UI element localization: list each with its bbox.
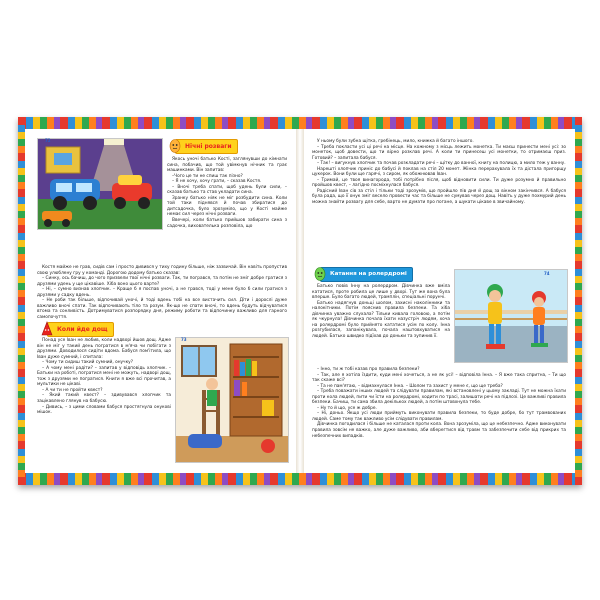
paragraph: – Синку, ось бачиш, до чого призвели твої нічні розваги. Так, ти погрався, та потім не зміг добре гратися з друзями удень у ще цікавіше. Хіба воно цього варте? — [37, 276, 287, 287]
paragraph: Зранку батько ніяк не міг розбудити сина. Коли той таки піднявся й почав збиратися до дитсадочка, було зрозуміло, що у Кості майже немає сил через нічні розваги. — [167, 195, 287, 218]
story-heading-night-games — [175, 139, 238, 154]
story2-column-text — [37, 338, 171, 416]
paragraph: Дівчинка погодилася і більше не каталася проти кола. Вона зрозуміла, що це небезпечно. Адже виконувати правила зовсім не важко, але дуже важливо, аби вберегтися від травм та забезпечити себе від прикрих та небезпечних випадків. — [312, 422, 566, 439]
decorative-border-left — [18, 117, 25, 485]
paragraph: – Чому ти сидиш такий сумний, онучку? — [42, 360, 134, 366]
picture-number: 73 — [181, 337, 187, 342]
paragraph: – Вночі треба спати, щоб удень були сили, – сказав батько та став укладати сина. — [167, 184, 287, 196]
story1-column-text — [167, 157, 287, 229]
picture-roller-rink — [454, 269, 568, 363]
paragraph: – Треба поважати інших людей та слідувати правилам, які встановлені у цьому закладі. Тут не можна їхати проти кола людей, пити чи їсти на ролердромі, ходити по трасі, залишати речі на підлозі. Це важливі правила безпеки. Бачиш, ти сама збила декількох людей, а потім штовхнула тебе. — [312, 389, 566, 406]
decorative-border-right — [575, 117, 582, 485]
story-heading-text: Нічні розваги — [185, 143, 232, 150]
paragraph: Костя майже не грав, сидів сам і просто дивився у тиху годину більше, ніж зазвичай. Він навіть пропустив свою улюблену гру у команді. Дорогою додому батько сказав: — [37, 265, 287, 276]
paragraph: – А чому мені радіти? – запитав у відповідь хлопчик. – Батьки на роботі, погратися мені не можуть, надворі дощ, тож з друзями не погратися. Книги я вже всі прочитав, а мультики не цікаві. — [37, 365, 171, 388]
paragraph: Нарешті хлопчик приніс до бабусі й поклав на стіл 20 монет. Жінка перерахувала їх та дістала пригорщу цукерок. Вони були ще гарячі, з сиром, як обожнював Іван. — [312, 166, 566, 178]
story-heading-rain — [47, 322, 114, 337]
picture-number: 72 — [45, 138, 51, 143]
paragraph: – Треба покласти усі ці речі на місце. На кожному з місць лежить монетка. Ти маєш принести мені усі: зо монеток, щоб довести, що ти вірно розклав речі. А коли ти принесеш усі монетки, то отримаєш приз. Готовий? – запитала бабуся. — [312, 144, 566, 161]
right-page — [304, 129, 575, 473]
paragraph: – Ні, – сумно визнав хлопчик. – Краще б я поспав уночі, а не грався, тоді у мене було б сили гратися з друзями у садку вдень. — [37, 287, 287, 298]
roller-rink-illustration — [455, 270, 567, 362]
paragraph: У ньому були зубна щітка, гребінець, мило, книжка й багато іншого. — [317, 139, 474, 144]
character-icon — [314, 266, 326, 281]
paragraph: – Так! – вигукнув хлопчик та почав розкладати речі – щітку до ванної, книгу на полицю, а мило теж у ванну. — [317, 161, 566, 167]
night-games-illustration — [38, 139, 162, 229]
story-heading-text: Коли йде дощ — [57, 326, 108, 333]
paragraph: – Який такий квест? – здивувався хлопчик та зацікавлено глянув на бабусю. — [37, 393, 171, 405]
paragraph: – Ну то й що, усе ж добре. — [317, 405, 377, 411]
book-spread — [18, 117, 582, 485]
character-icon — [169, 138, 181, 153]
paragraph: Батько надягнув доньці шолом, захисні наколінники та налокітники. Потім пояснив правила безпеки. Та хіба дівчинка уважно слухала? Тільки кивала головою, а потім як чкурнула! Дівчинка почала їхати назустріч людям, хоча на ролердромі було прийнято кататися усім по колу. Інна розгубилася, запанікувала, почала наштовхуватися на людей. Батько швидко підїхав до доньки та зупинив її. — [312, 300, 450, 339]
paragraph: Ввечері, коли батько прийшов забирати сина з садочка, вихователька розповіла, що — [167, 218, 287, 229]
decorative-border-bottom — [18, 471, 582, 485]
paragraph: – Так, але я хотіла їздити, куди мені хочеться, а не як усі! – відповіла Інна. – Я вже така спритна, – Ти що так скаже всі? — [312, 372, 566, 384]
paragraph: Радісний Іван сів за стіл і тільки тоді зрозумів, що пройшло пів дня й дощ за вікном закінчився. А бабуся була рада, що її онук зміг весело провести час та більше не сумував через дощ. Навіть у дуже похмурий день можна знайти розвагу для себе, варто не думати про погане, а шукати цікаве в звичайному. — [312, 188, 566, 206]
rain-illustration — [176, 338, 288, 462]
paragraph: – Не роби так більше, відпочивай уночі, й тоді вдень тобі на все вистачить сил. Діти і дорослі дуже важливо вночі спати. Так відпочивають тіло та розум. Як-що не спати вночі, то вдень будуть відчуватися втома та сонливість. Дотримуватися розпорядку дня, режиму роботи та відпочинку важливо для гарного самопочуття. — [37, 298, 287, 320]
paragraph: Батько повів Інну на ролердром. Дівчинка вже вміла кататися, проте робила це лише у дворі. Тут же вона була вперше. Було багато людей, трамплін, спеціальні порунчі. — [312, 284, 450, 301]
cone-character-icon — [41, 321, 53, 336]
left-page — [25, 129, 296, 473]
book-gutter — [296, 129, 304, 473]
story-heading-text: Катання на ролердромі — [330, 271, 407, 277]
paragraph: – Та не пам'ятаю, – відмахнулася Інна. – Шолом та захист у мене є, що ще треба? — [317, 383, 503, 389]
story3-full-text — [312, 367, 566, 439]
paragraph: – Інно, ти ж тобі казав про правила безпеки? — [317, 367, 420, 372]
paragraph: – А чи ти не пройти квест? — [42, 387, 103, 393]
story2-continued-text — [312, 139, 566, 206]
paragraph: Понад усе Іван не любив, коли надворі йшов дощ. Адже він не міг у такий день погратися в м'яча чи побігати з друзями. Доводилося сидіти вдома. Бабуся пом'ітила, що Іван дуже сумний, і спитала: — [37, 338, 171, 360]
story3-column-text — [312, 284, 450, 339]
paragraph: – Дивись, – з цими словами бабуся простягнула онукові мішок. — [37, 404, 171, 416]
picture-rain — [175, 337, 289, 463]
paragraph: –Чого це ти не спиш так пізно? — [172, 173, 243, 179]
paragraph: – Тримай, це твоя винагорода, тобі потрібно після, щоб відновити сили. Ти дуже розумно й правильно пройшов квест, – лагідно посміхнулася бабуся. — [312, 177, 566, 189]
picture-number: 74 — [544, 271, 550, 276]
picture-night-games — [37, 138, 163, 230]
paragraph: – Я не хочу, хочу грати, – сказав Костя. — [172, 179, 262, 185]
story-heading-roller-rink — [320, 267, 413, 282]
paragraph: Якось уночі батько Кості, заглянувши до кімнати сина, побачив, що той увімкнув нічник та грає машинками. Він запитав: — [167, 157, 287, 174]
story1-full-text — [37, 265, 287, 320]
paragraph: – Ні, доньо. Якщо усі люди приймуть виконувати правила безпеки, то буде добре, бо тут трамвованих людей. Саме тому так важливо усім слідувати правилам. — [312, 411, 566, 422]
